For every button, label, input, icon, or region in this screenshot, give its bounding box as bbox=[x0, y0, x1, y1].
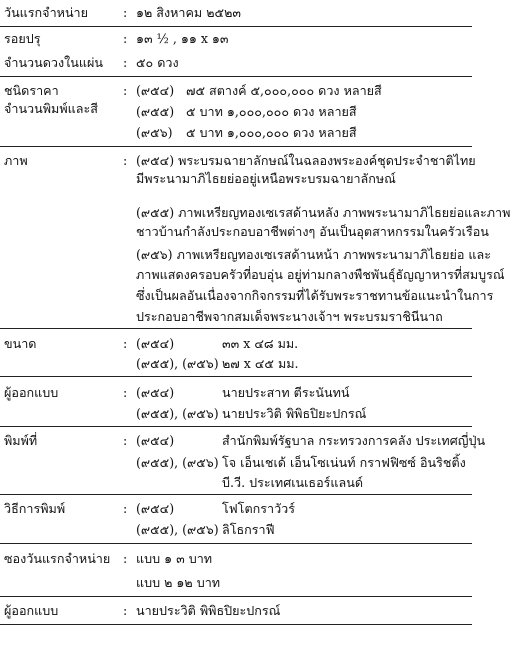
design-line: (๙๕๖) ภาพเหรียญทองเซเรสด้านหน้า ภาพพระนามาภิไธยย่อ และ bbox=[136, 247, 492, 262]
printer-colon: : bbox=[123, 433, 128, 448]
section-divider bbox=[0, 426, 472, 427]
design-line: มีพระนามาภิไธยย่ออยู่เหนือพระบรมฉายาลักษณ์ bbox=[136, 171, 396, 186]
size-code: (๙๕๔) bbox=[136, 336, 175, 351]
size-label: ขนาด bbox=[4, 336, 37, 351]
denomination-value: ๕ บาท ๑,๐๐๐,๐๐๐ ดวง หลายสี bbox=[186, 125, 357, 140]
denomination-code: (๙๕๖) bbox=[136, 125, 173, 140]
release-date-label: วันแรกจำหน่าย bbox=[4, 5, 88, 20]
section-divider bbox=[0, 624, 472, 625]
perforation-colon: : bbox=[123, 31, 128, 46]
denomination-code: (๙๕๔) bbox=[136, 83, 175, 98]
printer-value: สำนักพิมพ์รัฐบาล กระทรวงการคลัง ประเทศญี่ปุ่น bbox=[222, 433, 486, 448]
size-code: (๙๕๕), (๙๕๖) bbox=[136, 356, 219, 371]
print-method-colon: : bbox=[123, 501, 128, 516]
printer-code: (๙๕๕), (๙๕๖) bbox=[136, 455, 219, 470]
fdc-designer-label: ผู้ออกแบบ bbox=[4, 603, 59, 618]
design-line: ภาพแสดงครอบครัวที่อบอุ่น อยู่ท่ามกลางพืชพันธุ์ธัญญาหารที่สมบูรณ์ bbox=[136, 267, 505, 282]
design-line: ชาวบ้านกำลังประกอบอาชีพต่างๆ อันเป็นอุตสาหกรรมในครัวเรือน bbox=[136, 224, 489, 239]
size-value: ๓๓ x ๔๘ มม. bbox=[222, 336, 299, 351]
printer-code: (๙๕๔) bbox=[136, 433, 175, 448]
section-divider bbox=[0, 146, 472, 147]
designer-code: (๙๕๕), (๙๕๖) bbox=[136, 406, 219, 421]
denomination-value: ๕ บาท ๑,๐๐๐,๐๐๐ ดวง หลายสี bbox=[186, 104, 357, 119]
perforation-label: รอยปรุ bbox=[4, 31, 41, 46]
designer-code: (๙๕๔) bbox=[136, 385, 175, 400]
printer-continuation: บี.วี. ประเทศเนเธอร์แลนด์ bbox=[222, 475, 364, 490]
section-divider bbox=[0, 376, 472, 377]
per-sheet-colon: : bbox=[123, 55, 128, 70]
design-line: ประกอบอาชีพจากสมเด็จพระนางเจ้าฯ พระบรมราชินีนาถ bbox=[136, 309, 443, 324]
perforation-value: ๑๓ ½ , ๑๑ x ๑๓ bbox=[136, 31, 229, 46]
print-method-value: ลิโธกราฟี bbox=[222, 522, 275, 537]
per-sheet-label: จำนวนดวงในแผ่น bbox=[4, 55, 104, 70]
section-divider bbox=[0, 543, 472, 544]
designer-colon: : bbox=[123, 385, 128, 400]
print-method-code: (๙๕๔) bbox=[136, 501, 175, 516]
fdc-colon: : bbox=[123, 551, 128, 566]
fdc-label: ซองวันแรกจำหน่าย bbox=[4, 551, 111, 566]
designer-value: นายประวิติ พิพิธปิยะปกรณ์ bbox=[222, 406, 367, 421]
section-divider bbox=[0, 26, 472, 27]
print-quantity-label: จำนวนพิมพ์และสี bbox=[4, 101, 98, 116]
fdc-price: แบบ ๒ ๑๒ บาท bbox=[136, 575, 221, 590]
fdc-designer-colon: : bbox=[123, 603, 128, 618]
denomination-label: ชนิดราคา bbox=[4, 83, 59, 98]
printer-value: โจ เอ็นเชเด้ เอ็นโซเน่นท์ กราฟฟิซซ์ อินริชติ้ง bbox=[222, 455, 466, 470]
designer-label: ผู้ออกแบบ bbox=[4, 385, 59, 400]
denomination-code: (๙๕๕) bbox=[136, 104, 175, 119]
per-sheet-value: ๕๐ ดวง bbox=[136, 55, 179, 70]
section-divider bbox=[0, 328, 472, 329]
printer-label: พิมพ์ที่ bbox=[4, 433, 38, 448]
size-value: ๒๗ x ๔๕ มม. bbox=[222, 356, 299, 371]
size-colon: : bbox=[123, 336, 128, 351]
denomination-colon: : bbox=[123, 83, 128, 98]
section-divider bbox=[0, 494, 472, 495]
fdc-price: แบบ ๑ ๓ บาท bbox=[136, 551, 213, 566]
print-method-code: (๙๕๕), (๙๕๖) bbox=[136, 522, 219, 537]
design-label: ภาพ bbox=[4, 153, 28, 168]
denomination-value: ๗๕ สตางค์ ๕,๐๐๐,๐๐๐ ดวง หลายสี bbox=[186, 83, 382, 98]
designer-value: นายประสาท ตีระนันทน์ bbox=[222, 385, 350, 400]
release-date-colon: : bbox=[123, 5, 128, 20]
section-divider bbox=[0, 76, 472, 77]
section-divider bbox=[0, 596, 472, 597]
fdc-designer-value: นายประวิติ พิพิธปิยะปกรณ์ bbox=[136, 603, 281, 618]
design-line: (๙๕๔) พระบรมฉายาลักษณ์ในฉลองพระองค์ชุดประจำชาติไทย bbox=[136, 153, 476, 168]
design-colon: : bbox=[123, 153, 128, 168]
print-method-label: วิธีการพิมพ์ bbox=[4, 501, 66, 516]
design-line: (๙๕๕) ภาพเหรียญทองเซเรสด้านหลัง ภาพพระนามาภิไธยย่อและภาพ bbox=[136, 205, 510, 220]
release-date-value: ๑๒ สิงหาคม ๒๕๒๓ bbox=[136, 5, 241, 20]
design-line: ซึ่งเป็นผลอันเนื่องจากกิจกรรมที่ได้รับพระราชทานข้อแนะนำในการ bbox=[136, 288, 494, 303]
print-method-value: โฟโตกราวัวร์ bbox=[222, 501, 295, 516]
